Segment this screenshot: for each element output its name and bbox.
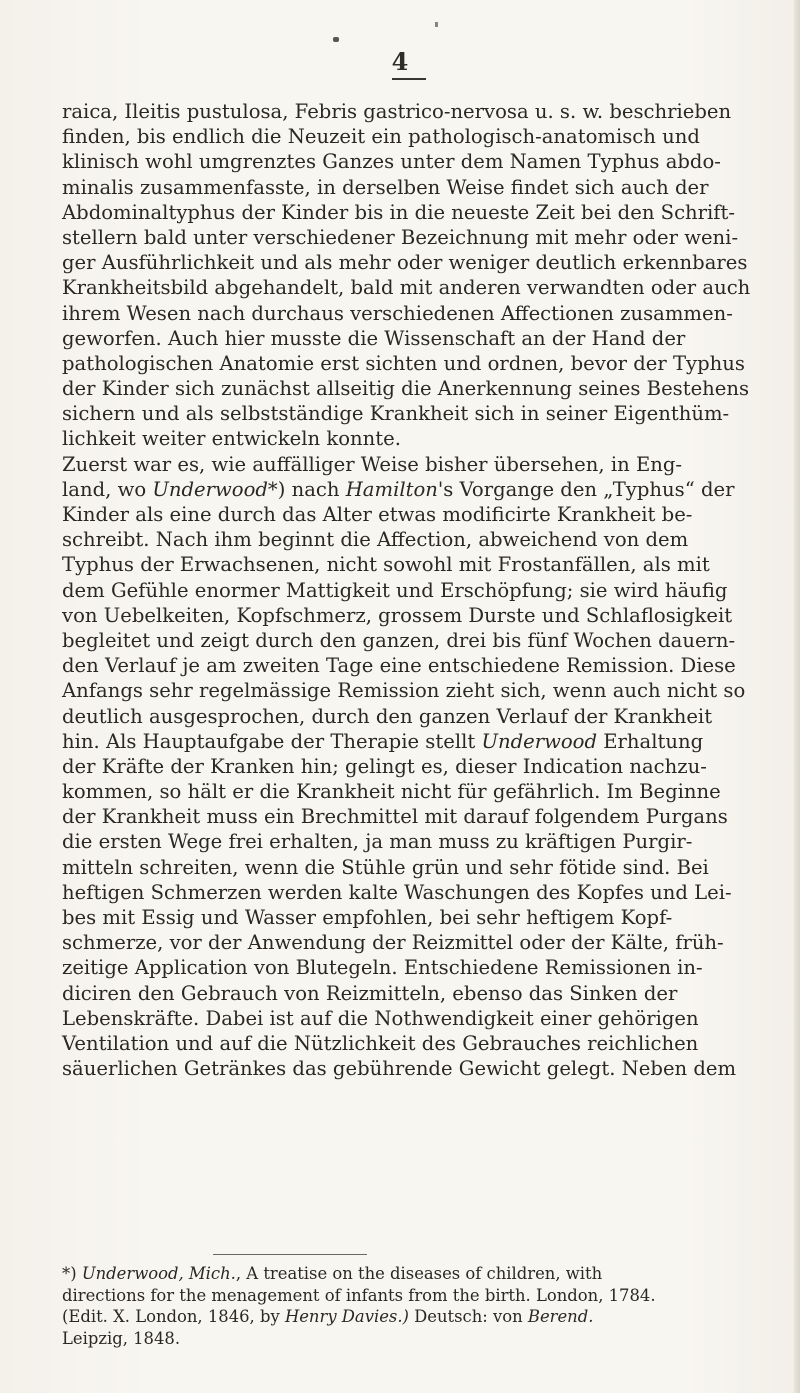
footnote-line — [62, 1306, 780, 1328]
text-line-with-name — [62, 729, 780, 754]
text-line: bes mit Essig und Wasser empfohlen, bei sehr heftigem Kopf- — [62, 906, 673, 929]
text-line: klinisch wohl umgrenztes Ganzes unter dem Namen Typhus abdo- — [62, 150, 721, 174]
text-line: die ersten Wege frei erhalten, ja man muss zu kräftigen Purgir- — [62, 830, 693, 854]
footnote-rule — [213, 1254, 367, 1255]
footnote-marker: *) — [62, 1264, 82, 1283]
text-line: der Krankheit muss ein Brechmittel mit darauf folgendem Purgans — [62, 805, 728, 829]
footnote-editor: Henry Davies.) — [284, 1307, 409, 1326]
text-line: ger Ausführlichkeit und als mehr oder weniger deutlich erkennbares — [62, 251, 748, 275]
footnote-author: Underwood, Mich. — [81, 1264, 236, 1283]
text-line: Anfangs sehr regelmässige Remission zieht sich, wenn auch nicht so — [62, 679, 746, 703]
page-number: 4 — [391, 47, 409, 76]
text-line-with-citation — [62, 477, 780, 502]
footnote-line — [62, 1263, 780, 1285]
author-name-underwood: Underwood — [152, 477, 268, 501]
speck-mark — [435, 22, 438, 27]
text-line: schmerze, vor der Anwendung der Reizmittel oder der Kälte, früh- — [62, 931, 724, 955]
text-line: mitteln schreiten, wenn die Stühle grün und sehr fötide sind. Bei — [62, 855, 709, 879]
text-line: sichern und als selbstständige Krankheit sich in seiner Eigenthüm- — [62, 402, 730, 426]
text-line: dem Gefühle enormer Mattigkeit und Erschöpfung; sie wird häufig — [62, 578, 728, 602]
text-line: kommen, so hält er die Krankheit nicht für gefährlich. Im Beginne — [62, 780, 721, 804]
text-line: lichkeit weiter entwickeln konnte. — [62, 427, 401, 451]
text-run: 's Vorgange den „Typhus“ der — [437, 477, 735, 501]
text-line: minalis zusammenfasste, in derselben Weise findet sich auch der — [62, 175, 709, 199]
footnote-line: Leipzig, 1848. — [62, 1328, 181, 1348]
text-line: ihrem Wesen nach durchaus verschiedenen Affectionen zusammen- — [62, 301, 733, 325]
text-line: geworfen. Auch hier musste die Wissenschaft an der Hand der — [62, 326, 686, 350]
footnote-line: directions for the menagement of infants from the birth. London, 1784. — [62, 1285, 656, 1305]
text-line: pathologischen Anatomie erst sichten und ordnen, bevor der Typhus — [62, 351, 745, 375]
footnote-translator: Berend. — [527, 1307, 594, 1326]
text-run: Deutsch: von — [408, 1307, 528, 1326]
text-run: Erhaltung — [597, 729, 704, 753]
text-line: zeitige Application von Blutegeln. Entschiedene Remissionen in- — [62, 956, 703, 980]
footnote — [62, 1263, 780, 1349]
text-line: Kinder als eine durch das Alter etwas modificirte Krankheit be- — [62, 503, 693, 526]
main-text — [62, 99, 780, 1081]
text-line: Typhus der Erwachsenen, nicht sowohl mit Frostanfällen, als mit — [62, 553, 710, 577]
text-line: begleitet und zeigt durch den ganzen, drei bis fünf Wochen dauern- — [62, 628, 736, 652]
text-run: (Edit. X. London, 1846, by — [62, 1307, 285, 1326]
text-run: , A treatise on the diseases of children, with — [235, 1264, 603, 1283]
text-line: diciren den Gebrauch von Reizmitteln, ebenso das Sinken der — [62, 981, 678, 1005]
ink-blot-mark — [333, 37, 339, 42]
text-line: Lebenskräfte. Dabei ist auf die Nothwendigkeit einer gehörigen — [62, 1006, 699, 1030]
text-line: den Verlauf je am zweiten Tage eine entschiedene Remission. Diese — [62, 654, 736, 678]
text-line: säuerlichen Getränkes das gebührende Gewicht gelegt. Neben dem — [62, 1057, 737, 1081]
text-line: deutlich ausgesprochen, durch den ganzen Verlauf der Krankheit — [62, 704, 713, 728]
text-line: Abdominaltyphus der Kinder bis in die neueste Zeit bei den Schrift- — [62, 200, 736, 224]
text-line: schreibt. Nach ihm beginnt die Affection, abweichend von dem — [62, 528, 689, 552]
text-run: land, wo — [62, 477, 153, 501]
page-number-rule — [392, 78, 426, 80]
author-name-hamilton: Hamilton — [345, 477, 438, 501]
page-edge-shadow — [794, 0, 800, 1393]
text-line: Ventilation und auf die Nützlichkeit des Gebrauches reichlichen — [62, 1031, 699, 1055]
text-run: hin. Als Hauptaufgabe der Therapie stellt — [62, 729, 482, 753]
text-line: von Uebelkeiten, Kopfschmerz, grossem Durste und Schlaflosigkeit — [62, 603, 733, 627]
text-line: der Kinder sich zunächst allseitig die Anerkennung seines Bestehens — [62, 377, 750, 401]
author-name-underwood: Underwood — [481, 729, 598, 753]
text-run: *) nach — [267, 477, 346, 501]
text-line: finden, bis endlich die Neuzeit ein pathologisch-anatomisch und — [62, 125, 700, 149]
text-line: der Kräfte der Kranken hin; gelingt es, dieser Indication nachzu- — [62, 754, 707, 778]
text-line: heftigen Schmerzen werden kalte Waschungen des Kopfes und Lei- — [62, 880, 732, 904]
text-line: Krankheitsbild abgehandelt, bald mit anderen verwandten oder auch — [62, 276, 751, 300]
text-line: raica, Ileitis pustulosa, Febris gastrico-nervosa u. s. w. beschrieben — [62, 100, 732, 123]
paragraph-start-line: Zuerst war es, wie auffälliger Weise bisher übersehen, in Eng- — [62, 452, 683, 476]
text-line: stellern bald unter verschiedener Bezeichnung mit mehr oder weni- — [62, 225, 739, 249]
